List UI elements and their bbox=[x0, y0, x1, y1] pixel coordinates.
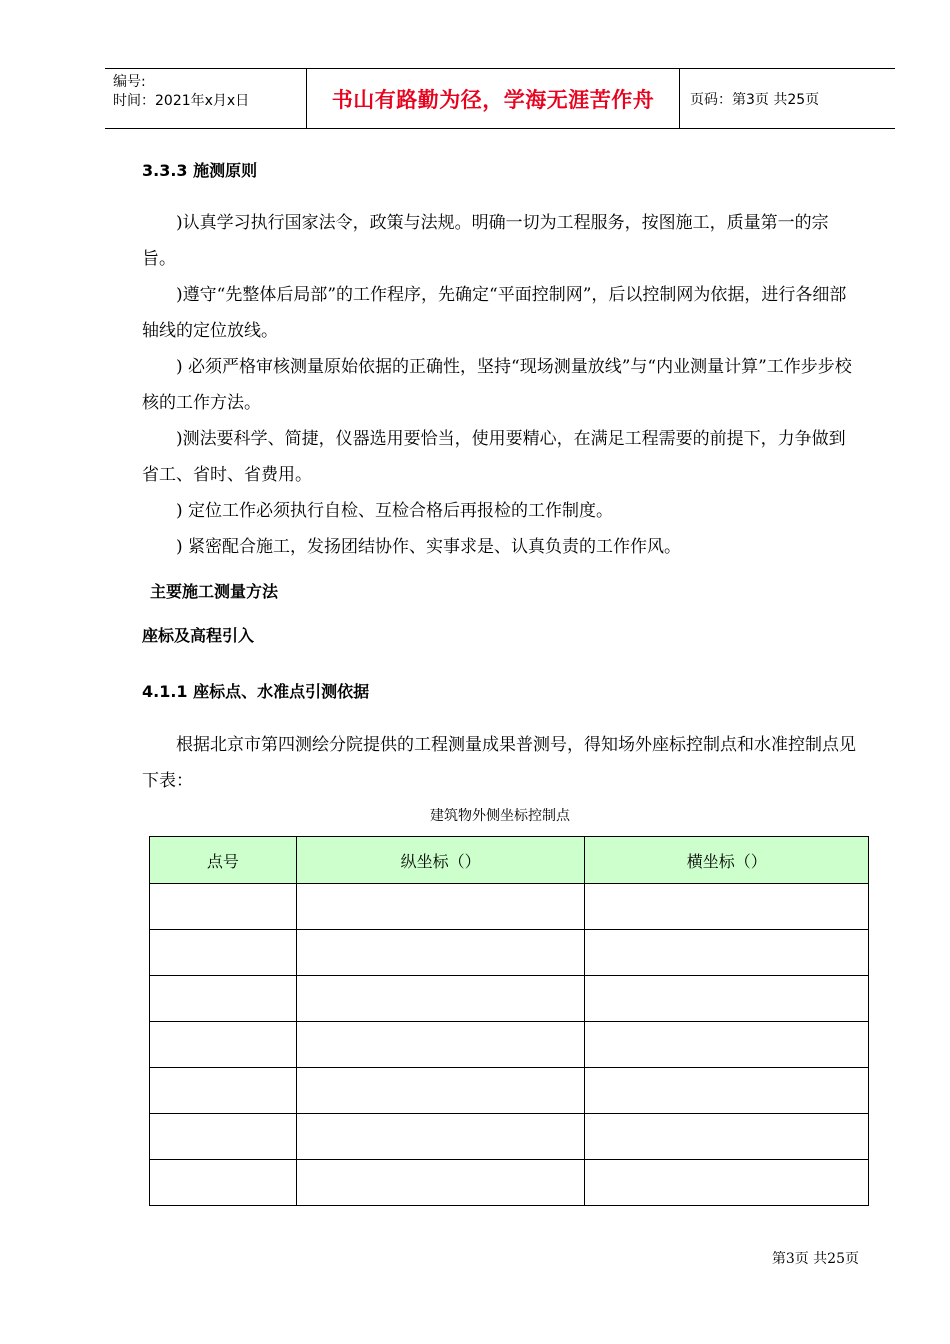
table-body bbox=[150, 884, 869, 1206]
heading-main-methods: 主要施工测量方法 bbox=[150, 582, 279, 601]
section-heading-411: 4.1.1 座标点、水准点引测依据 bbox=[142, 682, 370, 701]
heading-coordinates: 座标及高程引入 bbox=[142, 626, 255, 645]
header-motto: 书山有路勤为径，学海无涯苦作舟 bbox=[307, 69, 680, 128]
time-label: 时间：2021年x月x日 bbox=[113, 93, 250, 109]
table-row bbox=[150, 1114, 869, 1160]
table-cell bbox=[150, 1068, 297, 1114]
table-cell bbox=[585, 976, 869, 1022]
reference-paragraph: 根据北京市第四测绘分院提供的工程测量成果普测号，得知场外座标控制点和水准控制点见下表： bbox=[142, 735, 856, 791]
principle-item-1: )认真学习执行国家法令，政策与法规。明确一切为工程服务，按图施工，质量第一的宗旨。 bbox=[142, 213, 829, 269]
column-header-north: 纵坐标（） bbox=[296, 837, 585, 884]
table-row bbox=[150, 976, 869, 1022]
table-cell bbox=[150, 1160, 297, 1206]
table-cell bbox=[150, 976, 297, 1022]
table-row bbox=[150, 1022, 869, 1068]
table-cell bbox=[585, 884, 869, 930]
principle-item-4: )测法要科学、简捷，仪器选用要恰当，使用要精心，在满足工程需要的前提下，力争做到省工、省时、省费用。 bbox=[142, 429, 846, 485]
table-row bbox=[150, 884, 869, 930]
table-row bbox=[150, 1160, 869, 1206]
table-header-row bbox=[150, 837, 869, 884]
table-cell bbox=[150, 1022, 297, 1068]
table-cell bbox=[296, 976, 585, 1022]
section-heading-333: 3.3.3 施测原则 bbox=[142, 161, 258, 180]
table-cell bbox=[296, 1068, 585, 1114]
table-cell bbox=[585, 1160, 869, 1206]
table-cell bbox=[296, 1114, 585, 1160]
serial-label: 编号: bbox=[113, 74, 146, 90]
table-cell bbox=[296, 1160, 585, 1206]
table-cell bbox=[296, 930, 585, 976]
page-footer: 第3页 共25页 bbox=[771, 1251, 859, 1267]
table-cell bbox=[585, 930, 869, 976]
principle-item-5: ) 定位工作必须执行自检、互检合格后再报检的工作制度。 bbox=[176, 501, 614, 521]
table-cell bbox=[585, 1068, 869, 1114]
coordinate-table bbox=[149, 836, 869, 1206]
column-header-east: 横坐标（） bbox=[585, 837, 869, 884]
principle-item-2: )遵守“先整体后局部”的工作程序，先确定“平面控制网”，后以控制网为依据，进行各细部轴线的定位放线。 bbox=[142, 285, 847, 341]
header-meta bbox=[105, 69, 307, 128]
page-header bbox=[105, 68, 895, 129]
table-cell bbox=[150, 884, 297, 930]
table-cell bbox=[296, 884, 585, 930]
table-cell bbox=[150, 930, 297, 976]
column-header-point: 点号 bbox=[150, 837, 297, 884]
header-page-label: 页码：第3页 共25页 bbox=[690, 91, 820, 108]
table-cell bbox=[150, 1114, 297, 1160]
table-cell bbox=[585, 1114, 869, 1160]
principle-item-6: ) 紧密配合施工，发扬团结协作、实事求是、认真负责的工作作风。 bbox=[176, 537, 682, 557]
table-row bbox=[150, 930, 869, 976]
table-cell bbox=[296, 1022, 585, 1068]
table-caption: 建筑物外侧坐标控制点 bbox=[430, 808, 570, 824]
table-row bbox=[150, 1068, 869, 1114]
table-cell bbox=[585, 1022, 869, 1068]
principle-item-3: ) 必须严格审核测量原始依据的正确性，坚持“现场测量放线”与“内业测量计算”工作步步校核的工作方法。 bbox=[142, 357, 852, 413]
